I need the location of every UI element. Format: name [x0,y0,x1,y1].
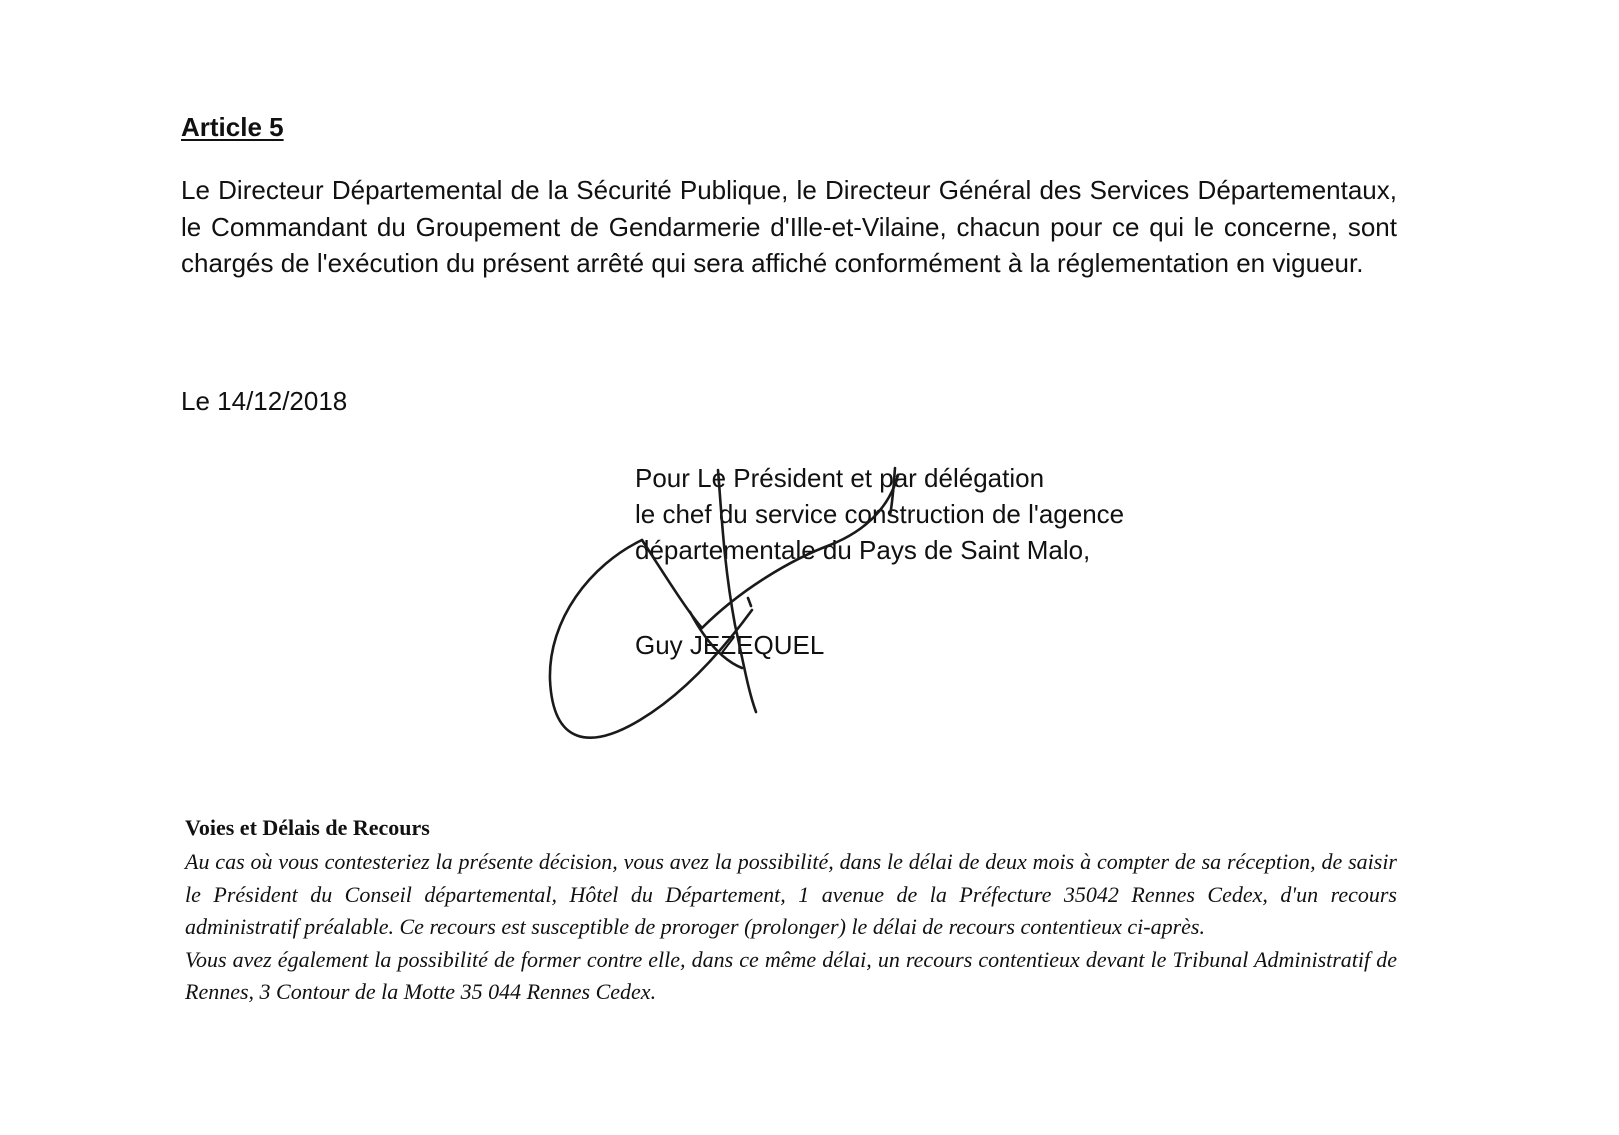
signature-line-3: départementale du Pays de Saint Malo, [635,535,1091,565]
signature-line-1: Pour Le Président et par délégation [635,463,1045,493]
recours-body [185,846,1397,1009]
recours-title: Voies et Délais de Recours [185,815,430,840]
document-date: Le 14/12/2018 [181,386,348,416]
recours-paragraph-2: Vous avez également la possibilité de former contre elle, dans ce même délai, un recours contentieux devant le Tribunal Administratif de Rennes, 3 Contour de la Motte 35 044 Rennes Cedex. [185,946,1397,1004]
article-title: Article 5 [181,112,284,142]
recours-paragraph-1: Au cas où vous contesteriez la présente décision, vous avez la possibilité, dans le délai de deux mois à compter de sa réception, de saisir le Président du Conseil départemental, Hôtel du Département, 1 avenue de la Préfecture 35042 Rennes Cedex, d'un recours administratif préalable. Ce recours est susceptible de proroger (prolonger) le délai de recours contentieux ci-après. [185,849,1397,939]
signer-name: Guy JEZEQUEL [635,630,825,660]
signature-line-2: le chef du service construction de l'agence [635,499,1125,529]
article-body: Le Directeur Départemental de la Sécurité Publique, le Directeur Général des Services Départementaux, le Commandant du Groupement de Gendarmerie d'Ille-et-Vilaine, chacun pour ce qui le concerne, sont chargés de l'exécution du présent arrêté qui sera affiché conformément à la réglementation en vigueur. [181,175,1397,278]
signature-block [635,460,1255,568]
